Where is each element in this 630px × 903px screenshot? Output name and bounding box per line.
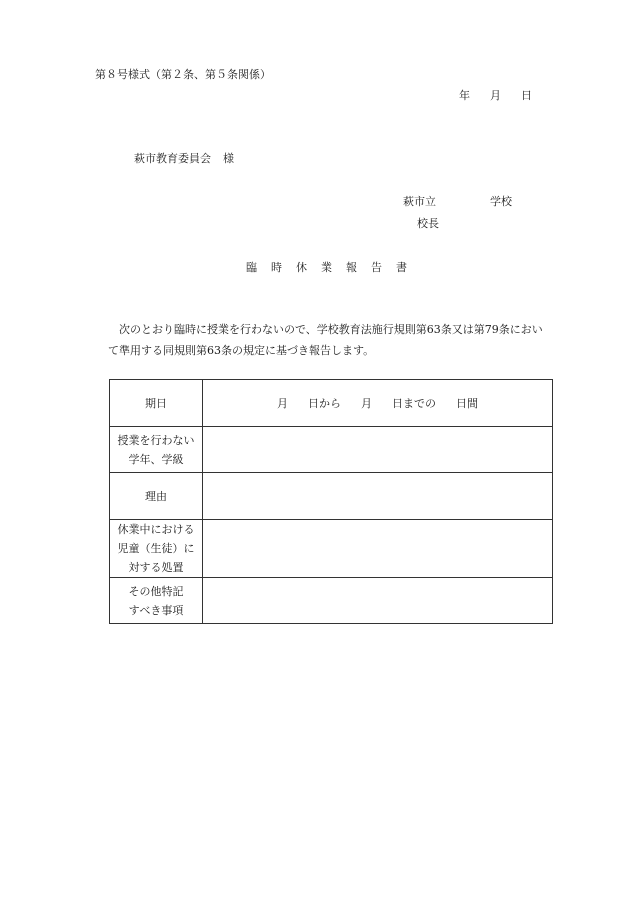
grade-label-line1: 授業を行わない	[117, 433, 195, 447]
grade-label	[110, 427, 203, 473]
title-char: 報	[346, 261, 357, 274]
date-day-label: 日	[521, 89, 532, 102]
measures-label-line2: 児童（生徒）に	[117, 542, 195, 555]
sender-city-prefix: 萩市立	[403, 195, 436, 208]
body-paragraph-text: 次のとおり臨時に授業を行わないので、学校教育法施行規則第63条又は第79条において準用する同規則第63条の規定に基づき報告します。	[108, 323, 543, 357]
reason-value[interactable]	[203, 473, 553, 520]
title-char: 業	[321, 261, 332, 274]
other-label-line1: その他特記	[128, 584, 184, 598]
sender-school-suffix: 学校	[490, 195, 512, 208]
period-day-from: 日から	[308, 397, 341, 410]
measures-label	[110, 520, 203, 578]
reason-label: 理由	[110, 473, 203, 520]
date-month-label: 月	[490, 89, 501, 102]
addressee	[134, 150, 234, 166]
addressee-honorific: 様	[223, 152, 234, 165]
period-month1: 月	[277, 397, 288, 410]
table-row-grade	[110, 427, 553, 473]
table-row-measures	[110, 520, 553, 578]
title-char: 休	[296, 261, 307, 274]
period-days: 日間	[456, 397, 478, 410]
other-label	[110, 578, 203, 624]
table-row-other	[110, 578, 553, 624]
date-line	[459, 87, 532, 103]
title-char: 時	[271, 261, 282, 274]
period-value[interactable]	[203, 380, 553, 427]
table-row-reason	[110, 473, 553, 520]
period-month2: 月	[361, 397, 372, 410]
report-table	[109, 379, 553, 624]
date-year-label: 年	[459, 89, 470, 102]
title-char: 告	[371, 261, 382, 274]
period-label: 期日	[110, 380, 203, 427]
sender-school	[403, 193, 512, 209]
grade-value[interactable]	[203, 427, 553, 473]
other-value[interactable]	[203, 578, 553, 624]
body-paragraph	[108, 319, 553, 361]
title-char: 臨	[246, 261, 257, 274]
form-number: 第８号様式（第２条、第５条関係）	[95, 68, 271, 81]
table-row-period	[110, 380, 553, 427]
measures-label-line3: 対する処置	[128, 561, 184, 574]
other-label-line2: すべき事項	[128, 603, 184, 617]
document-title	[246, 259, 421, 275]
title-char: 書	[396, 261, 407, 274]
measures-value[interactable]	[203, 520, 553, 578]
grade-label-line2: 学年、学級	[128, 452, 184, 466]
measures-label-line1: 休業中における	[117, 523, 195, 536]
period-day-until: 日までの	[392, 397, 436, 410]
sender-principal: 校長	[417, 217, 439, 230]
addressee-name: 萩市教育委員会	[134, 152, 211, 165]
